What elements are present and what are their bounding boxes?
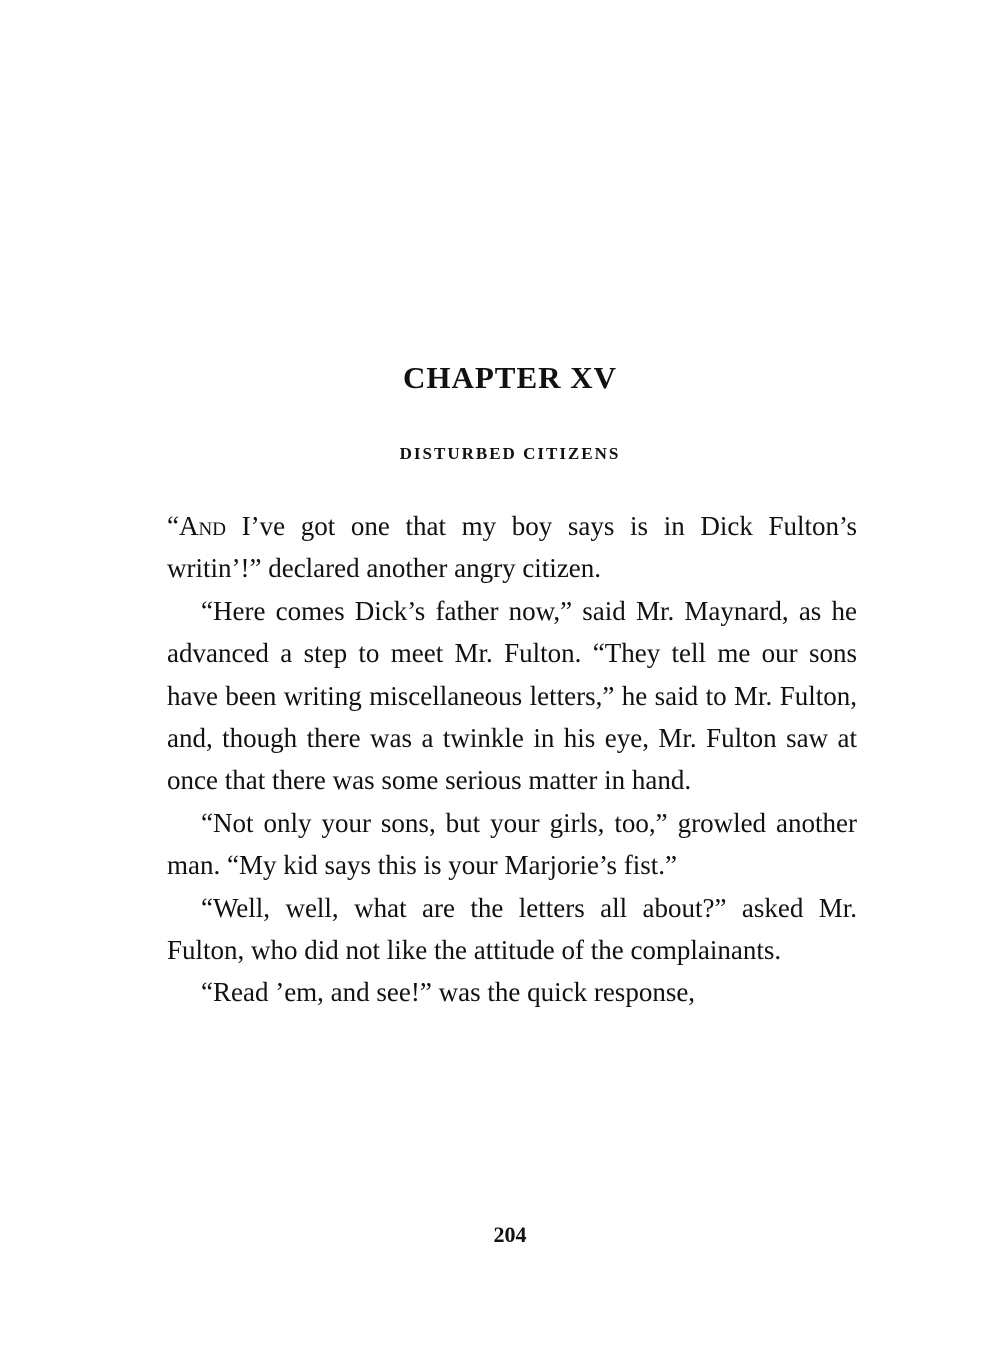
paragraph: “Read ’em, and see!” was the quick response, bbox=[201, 977, 696, 1008]
paragraph bbox=[167, 505, 857, 590]
chapter-subtitle: DISTURBED CITIZENS bbox=[399, 444, 621, 463]
paragraph: “Here comes Dick’s father now,” said Mr. Maynard, as he advanced a step to meet Mr. Fulton. “They tell me our sons have been writing miscellaneous letters,” he said to Mr. Fulton, and, though there was a twinkle in his eye, Mr. Fulton saw at once that there was some serious matter in hand. bbox=[167, 595, 857, 796]
chapter-title: CHAPTER XV bbox=[402, 360, 618, 395]
page-number: 204 bbox=[493, 1222, 527, 1247]
paragraph: “Not only your sons, but your girls, too,” growled another man. “My kid says this is your Marjorie’s fist.” bbox=[167, 807, 857, 881]
chapter-body bbox=[167, 505, 857, 1014]
paragraph-lead: “And bbox=[167, 511, 226, 541]
paragraph-text: I’ve got one that my boy says is in Dick Fulton’s writin’!” declared another angry citizen. bbox=[167, 511, 857, 584]
paragraph: “Well, well, what are the letters all about?” asked Mr. Fulton, who did not like the attitude of the complainants. bbox=[167, 892, 857, 966]
